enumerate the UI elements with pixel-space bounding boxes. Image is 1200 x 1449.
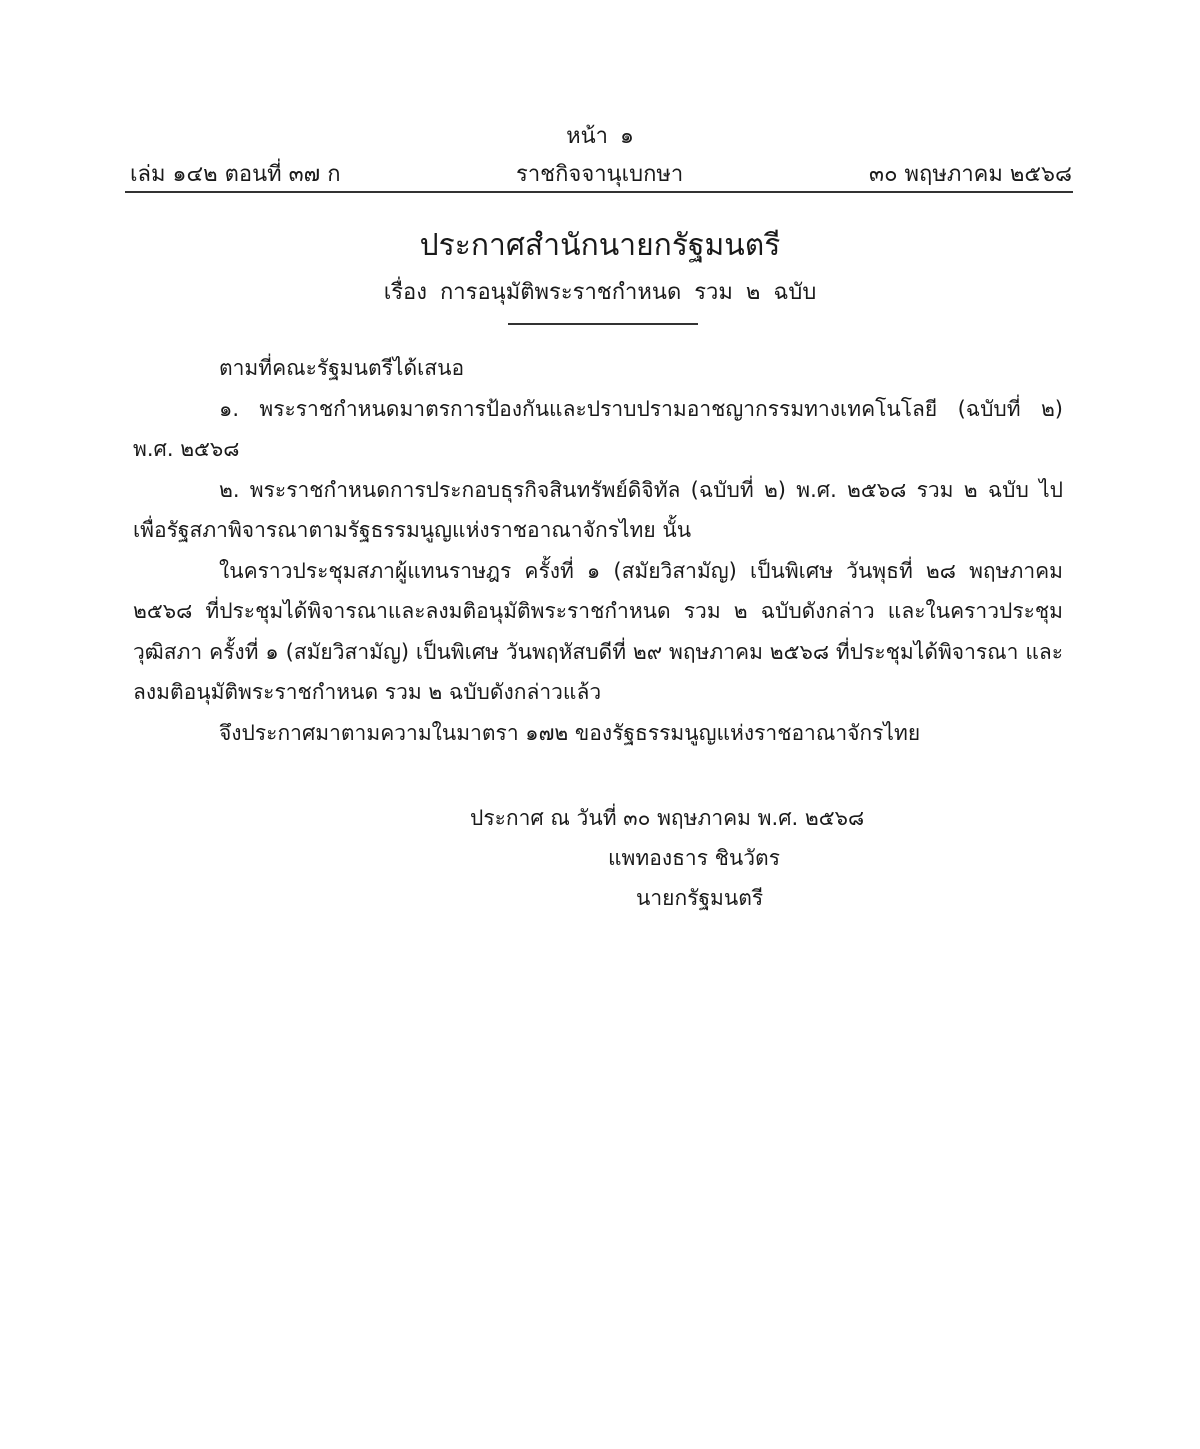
paragraph-proceedings: ในคราวประชุมสภาผู้แทนราษฎร ครั้งที่ ๑ (สมัยวิสามัญ) เป็นพิเศษ วันพุธที่ ๒๘ พฤษภาคม ๒๕๖๘ ที่ประชุมได้พิจารณาและลงมติอนุมัติพระราชกำหนด รวม ๒ ฉบับดังกล่าว และในคราวประชุมวุฒิสภา ครั้งที่ ๑ (สมัยวิสามัญ) เป็นพิเศษ วันพฤหัสบดีที่ ๒๙ พฤษภาคม ๒๕๖๘ ที่ประชุมได้พิจารณา และลงมติอนุมัติพระราชกำหนด รวม ๒ ฉบับดังกล่าวแล้ว xyxy=(133,558,1063,704)
document-title: ประกาศสำนักนายกรัฐมนตรี xyxy=(419,228,781,263)
publication-name: ราชกิจจานุเบกษา xyxy=(516,162,684,187)
page-label: หน้า xyxy=(566,124,608,149)
header-rule xyxy=(125,191,1073,193)
document-body xyxy=(133,348,1063,753)
signatory-position: นายกรัฐมนตรี xyxy=(636,886,764,910)
page-number xyxy=(0,118,1200,153)
signatory-name: แพทองธาร ชินวัตร xyxy=(608,846,780,870)
gazette-header xyxy=(130,156,1072,190)
volume-issue: เล่ม ๑๔๒ ตอนที่ ๓๗ ก xyxy=(130,162,341,187)
title-rule xyxy=(508,323,698,325)
paragraph-conclusion: จึงประกาศมาตามความในมาตรา ๑๗๒ ของรัฐธรรมนูญแห่งราชอาณาจักรไทย xyxy=(219,720,921,745)
paragraph-intro: ตามที่คณะรัฐมนตรีได้เสนอ xyxy=(219,356,465,380)
gazette-date: ๓๐ พฤษภาคม ๒๕๖๘ xyxy=(869,162,1072,187)
document-subtitle: เรื่อง การอนุมัติพระราชกำหนด รวม ๒ ฉบับ xyxy=(383,280,817,305)
paragraph-item-2: ๒. พระราชกำหนดการประกอบธุรกิจสินทรัพย์ดิจิทัล (ฉบับที่ ๒) พ.ศ. ๒๕๖๘ รวม ๒ ฉบับ ไปเพื่อรัฐสภาพิจารณาตามรัฐธรรมนูญแห่งราชอาณาจักรไทย นั้น xyxy=(133,477,1063,542)
page-number-value: ๑ xyxy=(619,124,634,149)
paragraph-item-1: ๑. พระราชกำหนดมาตรการป้องกันและปราบปรามอาชญากรรมทางเทคโนโลยี (ฉบับที่ ๒) พ.ศ. ๒๕๖๘ xyxy=(133,396,1063,461)
announcement-date: ประกาศ ณ วันที่ ๓๐ พฤษภาคม พ.ศ. ๒๕๖๘ xyxy=(470,806,865,830)
